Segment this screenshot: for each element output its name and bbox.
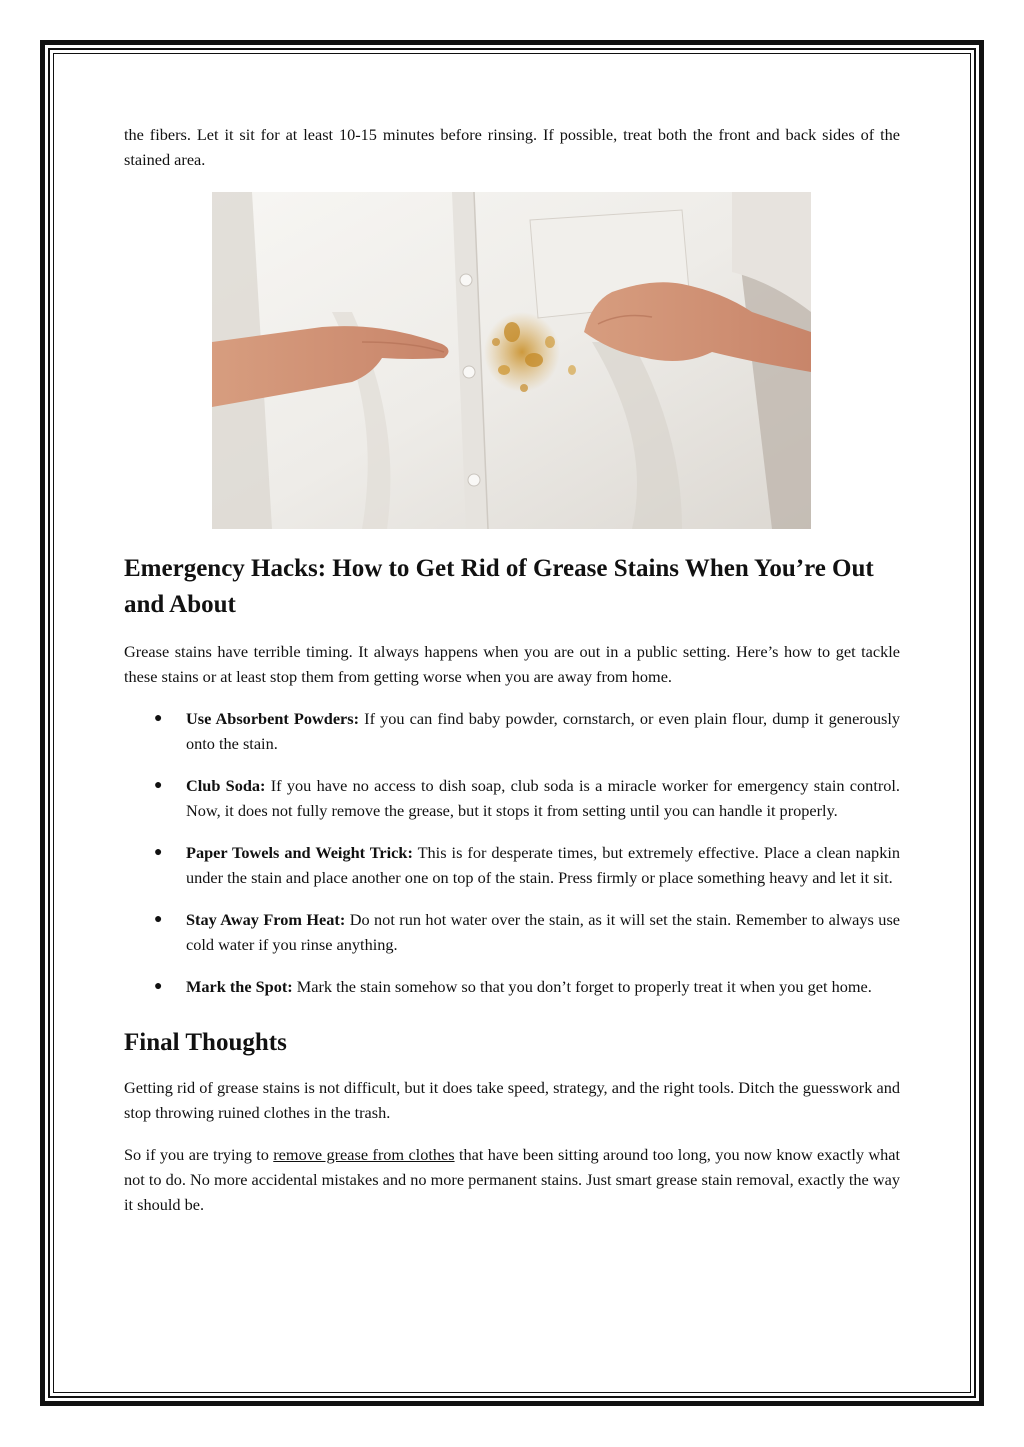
list-item-title: Use Absorbent Powders: — [186, 709, 360, 728]
list-item-text: If you can find baby powder, cornstarch, or even plain flour, dump it generously onto the stain. — [186, 709, 901, 753]
paragraph-text-before-link: So if you are trying to — [124, 1145, 274, 1164]
final-thoughts-paragraph-1: Getting rid of grease stains is not difficult, but it does take speed, strategy, and the right tools. Ditch the guesswork and stop throwing ruined clothes in the trash. — [124, 1078, 900, 1122]
list-item — [124, 773, 900, 823]
stained-white-shirt-photo — [212, 192, 811, 529]
emergency-hacks-list — [124, 706, 900, 999]
emergency-hacks-lead: Grease stains have terrible timing. It always happens when you are out in a public setting. Here’s how to get tackle these stains or at least stop them from getting worse when you are away from home. — [124, 642, 900, 686]
paragraph-text-after-link: that have been sitting around too long, you now know exactly what not to do. No more accidental mistakes and no more permanent stains. Just smart grease stain removal, exactly the way it should be. — [124, 1145, 901, 1214]
list-item — [124, 706, 900, 756]
list-item-text: Mark the stain somehow so that you don’t forget to properly treat it when you get home. — [292, 977, 872, 996]
document-body — [124, 122, 900, 1217]
remove-grease-link[interactable]: remove grease from clothes — [273, 1145, 455, 1164]
bullet-icon: ● — [154, 711, 163, 726]
bullet-icon: ● — [154, 912, 163, 927]
list-item-title: Paper Towels and Weight Trick: — [186, 843, 413, 862]
final-thoughts-paragraph-2 — [124, 1142, 900, 1217]
bullet-icon: ● — [154, 845, 163, 860]
final-thoughts-heading: Final Thoughts — [124, 1029, 287, 1056]
list-item-text: This is for desperate times, but extremely effective. Place a clean napkin under the stain and place another one on top of the stain. Press firmly or place something heavy and let it sit. — [186, 843, 900, 887]
list-item-text: Do not run hot water over the stain, as it will set the stain. Remember to always use cold water if you rinse anything. — [186, 910, 901, 954]
list-item — [124, 974, 900, 999]
list-item-title: Club Soda: — [186, 776, 266, 795]
list-item — [124, 840, 900, 890]
intro-paragraph: the fibers. Let it sit for at least 10-15 minutes before rinsing. If possible, treat both the front and back sides of the stained area. — [124, 125, 900, 169]
emergency-hacks-heading: Emergency Hacks: How to Get Rid of Grease Stains When You’re Out and About — [124, 555, 874, 618]
bullet-icon: ● — [154, 778, 163, 793]
list-item-text: If you have no access to dish soap, club soda is a miracle worker for emergency stain control. Now, it does not fully remove the grease, but it stops it from setting until you can handle it properly. — [186, 776, 900, 820]
list-item-title: Stay Away From Heat: — [186, 910, 346, 929]
list-item — [124, 907, 900, 957]
list-item-title: Mark the Spot: — [186, 977, 293, 996]
bullet-icon: ● — [154, 979, 163, 994]
